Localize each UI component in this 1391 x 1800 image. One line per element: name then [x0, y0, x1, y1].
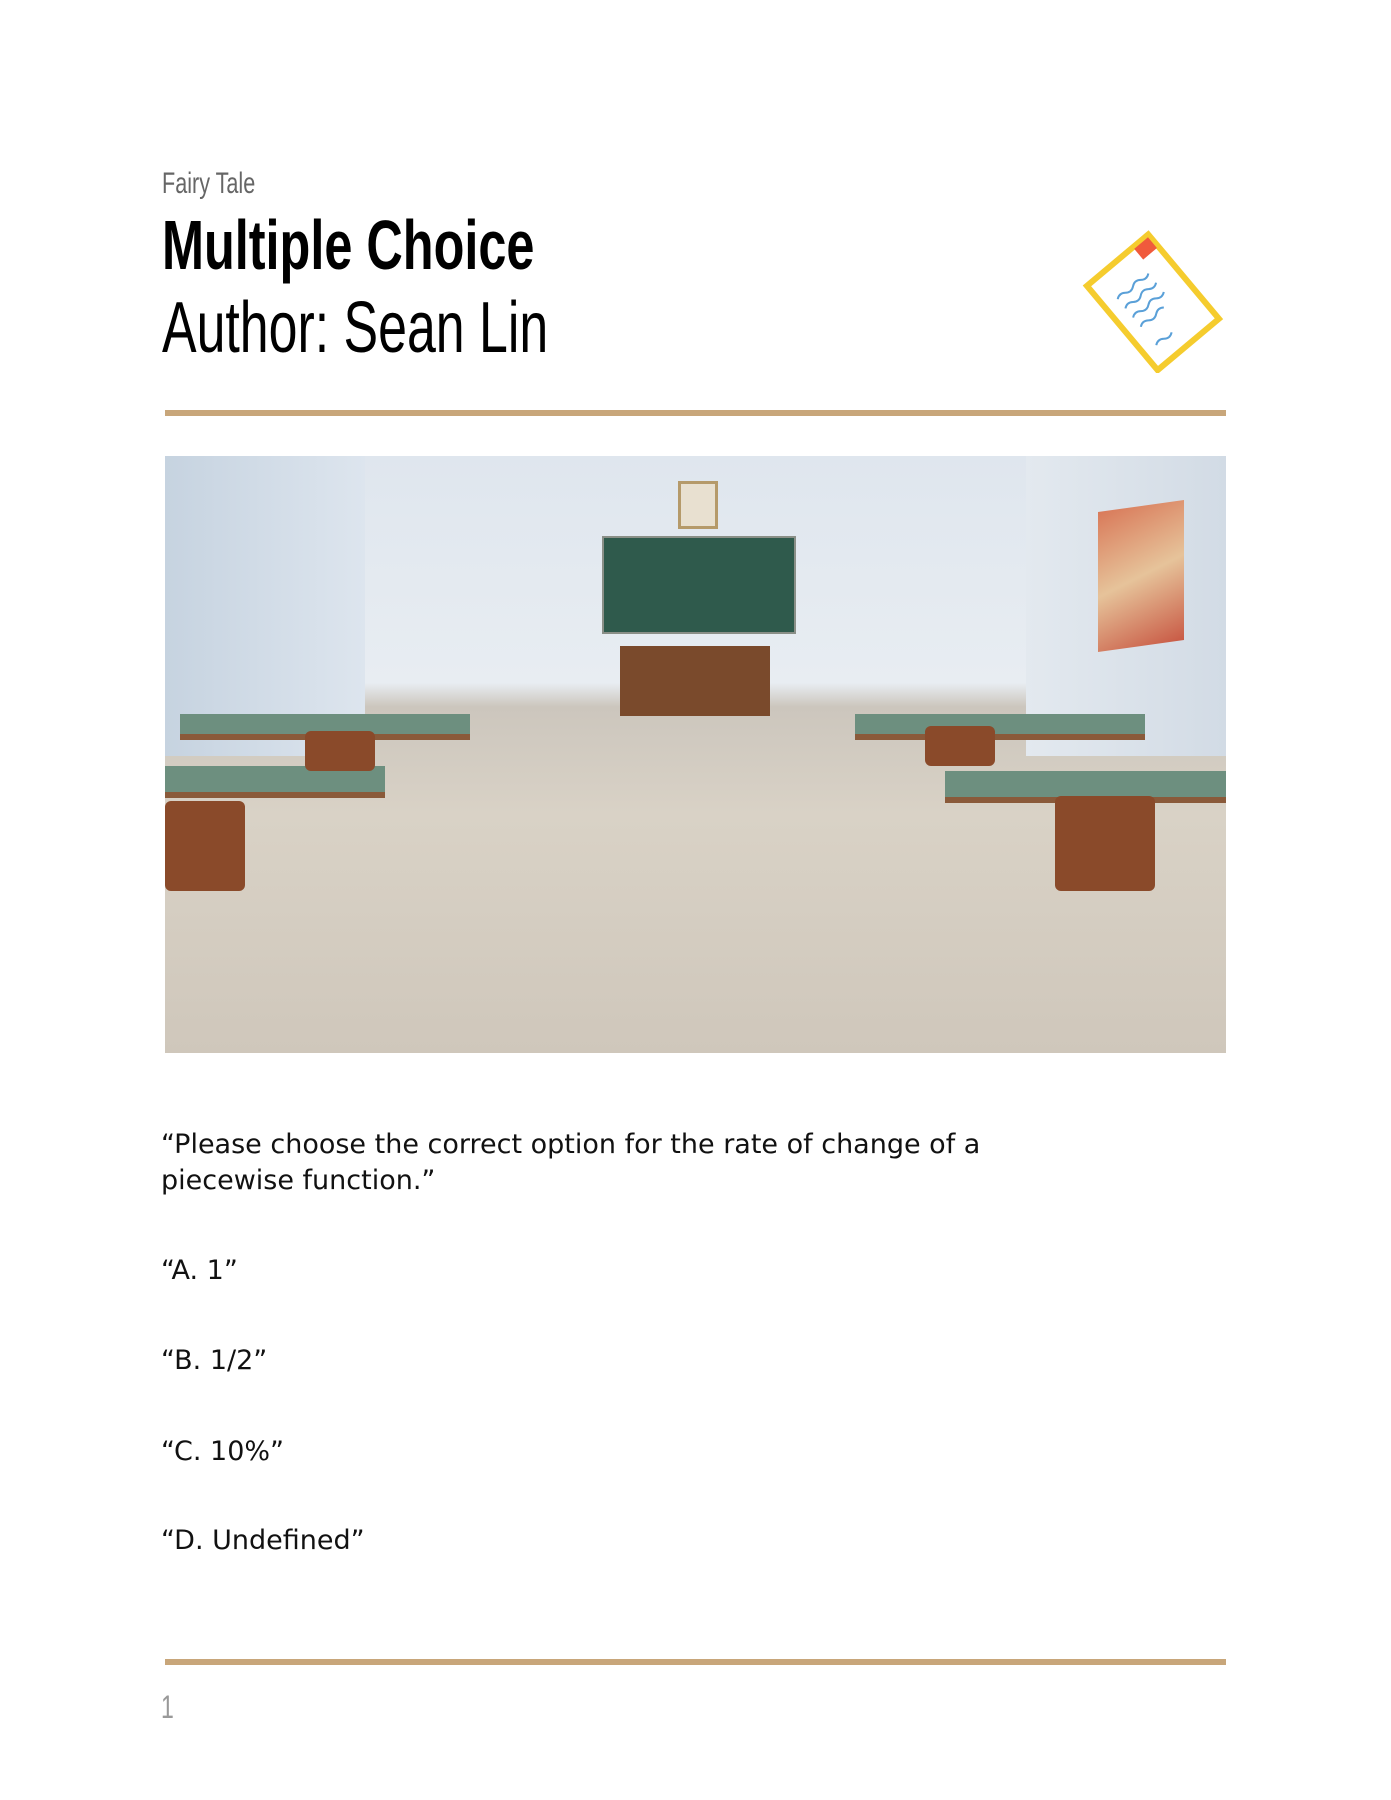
question-text: “Please choose the correct option for the rate of change of a piecewise function.” — [161, 1129, 981, 1196]
option-d: “D. Undefined” — [161, 1525, 365, 1556]
footer-divider — [165, 1659, 1226, 1665]
option-a: “A. 1” — [161, 1255, 238, 1286]
header-divider — [165, 410, 1226, 416]
notepad-icon — [1076, 228, 1226, 373]
author: Author: Sean Lin — [162, 288, 549, 368]
page-title: Multiple Choice — [162, 206, 535, 284]
option-c: “C. 10%” — [161, 1436, 285, 1467]
subtitle: Fairy Tale — [162, 167, 256, 200]
option-b: “B. 1/2” — [161, 1345, 268, 1376]
page-number: 1 — [161, 1689, 174, 1725]
classroom-photo — [165, 456, 1226, 1053]
